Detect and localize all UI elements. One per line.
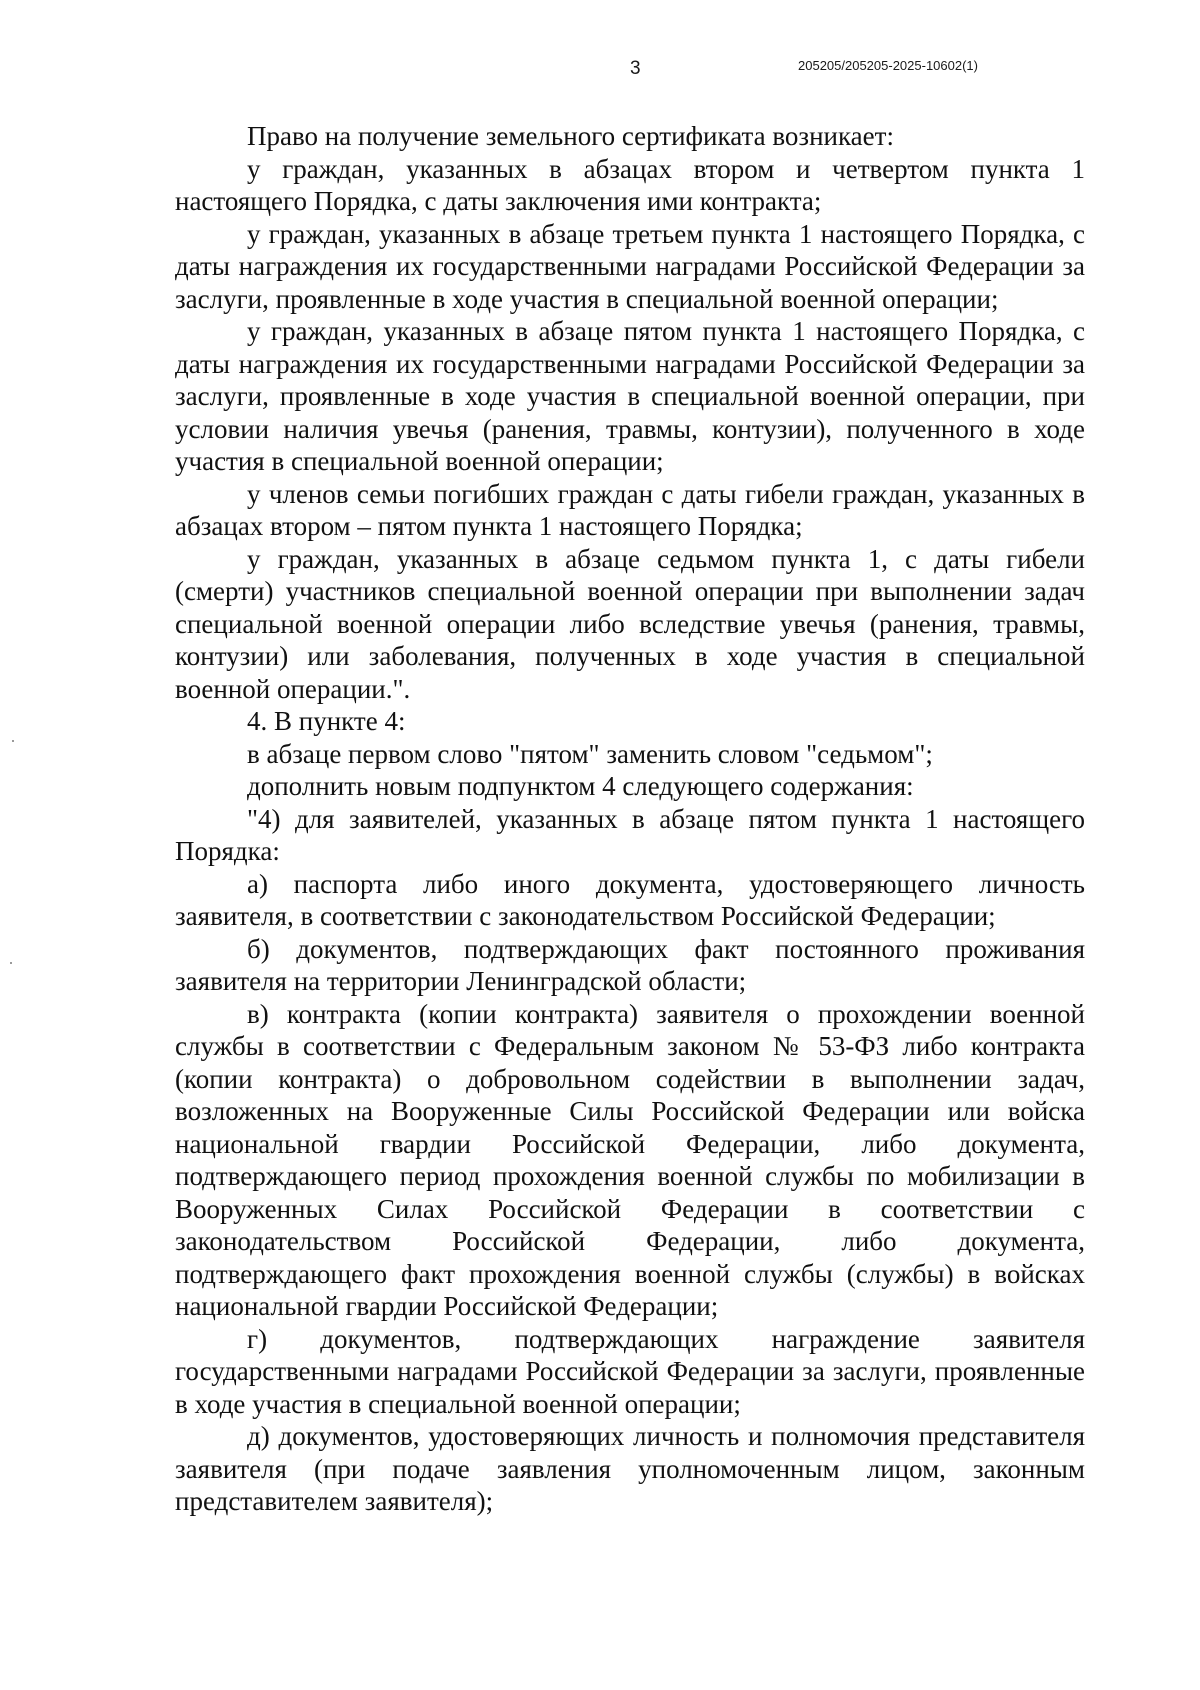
paragraph: дополнить новым подпунктом 4 следующего содержания: (247, 771, 914, 801)
paragraph: у граждан, указанных в абзацах втором и четвертом пункта 1 настоящего Порядка, с даты заключения ими контракта; (175, 153, 1085, 216)
paragraph: у граждан, указанных в абзаце седьмом пункта 1, с даты гибели (смерти) участников специальной военной операции при выполнении задач специальной военной операции либо вследствие увечья (ранения, травмы, контузии) или заболевания, полученных в ходе участия в специальной военной операции.". (175, 543, 1085, 704)
scan-speck (10, 962, 12, 964)
paragraph: "4) для заявителей, указанных в абзаце пятом пункта 1 настоящего Порядка: (175, 803, 1085, 866)
paragraph: 4. В пункте 4: (247, 706, 406, 736)
document-body (175, 120, 1085, 1518)
paragraph: в абзаце первом слово "пятом" заменить словом "седьмом"; (247, 738, 933, 769)
scan-speck (12, 740, 14, 742)
paragraph: б) документов, подтверждающих факт постоянного проживания заявителя на территории Ленинградской области; (175, 933, 1085, 996)
paragraph: г) документов, подтверждающих награждение заявителя государственными наградами Российской Федерации за заслуги, проявленные в ходе участия в специальной военной операции; (175, 1323, 1085, 1419)
page-number: 3 (630, 58, 641, 79)
document-id: 205205/205205-2025-10602(1) (798, 58, 978, 73)
paragraph: у граждан, указанных в абзаце пятом пункта 1 настоящего Порядка, с даты награждения их государственными наградами Российской Федерации за заслуги, проявленные в ходе участия в специальной военной операции, при условии наличия увечья (ранения, травмы, контузии), полученного в ходе участия в специальной военной операции; (175, 316, 1085, 476)
paragraph: в) контракта (копии контракта) заявителя о прохождении военной службы в соответствии с Федеральным законом № 53-ФЗ либо контракта (копии контракта) о добровольном содействии в выполнении задач, возложенных на Вооруженные Силы Российской Федерации или войска национальной гвардии Российской Федерации, либо документа, подтверждающего период прохождения военной службы по мобилизации в Вооруженных Силах Российской Федерации в соответствии с законодательством Российской Федерации, либо документа, подтверждающего факт прохождения военной службы (службы) в войсках национальной гвардии Российской Федерации; (175, 998, 1085, 1321)
paragraph: а) паспорта либо иного документа, удостоверяющего личность заявителя, в соответствии с законодательством Российской Федерации; (175, 868, 1085, 931)
paragraph: д) документов, удостоверяющих личность и полномочия представителя заявителя (при подаче заявления уполномоченным лицом, законным представителем заявителя); (175, 1421, 1085, 1516)
paragraph: у граждан, указанных в абзаце третьем пункта 1 настоящего Порядка, с даты награждения их государственными наградами Российской Федерации за заслуги, проявленные в ходе участия в специальной военной операции; (175, 218, 1085, 314)
paragraph: Право на получение земельного сертификата возникает: (247, 121, 894, 151)
paragraph: у членов семьи погибших граждан с даты гибели граждан, указанных в абзацах втором – пятом пункта 1 настоящего Порядка; (175, 478, 1085, 541)
